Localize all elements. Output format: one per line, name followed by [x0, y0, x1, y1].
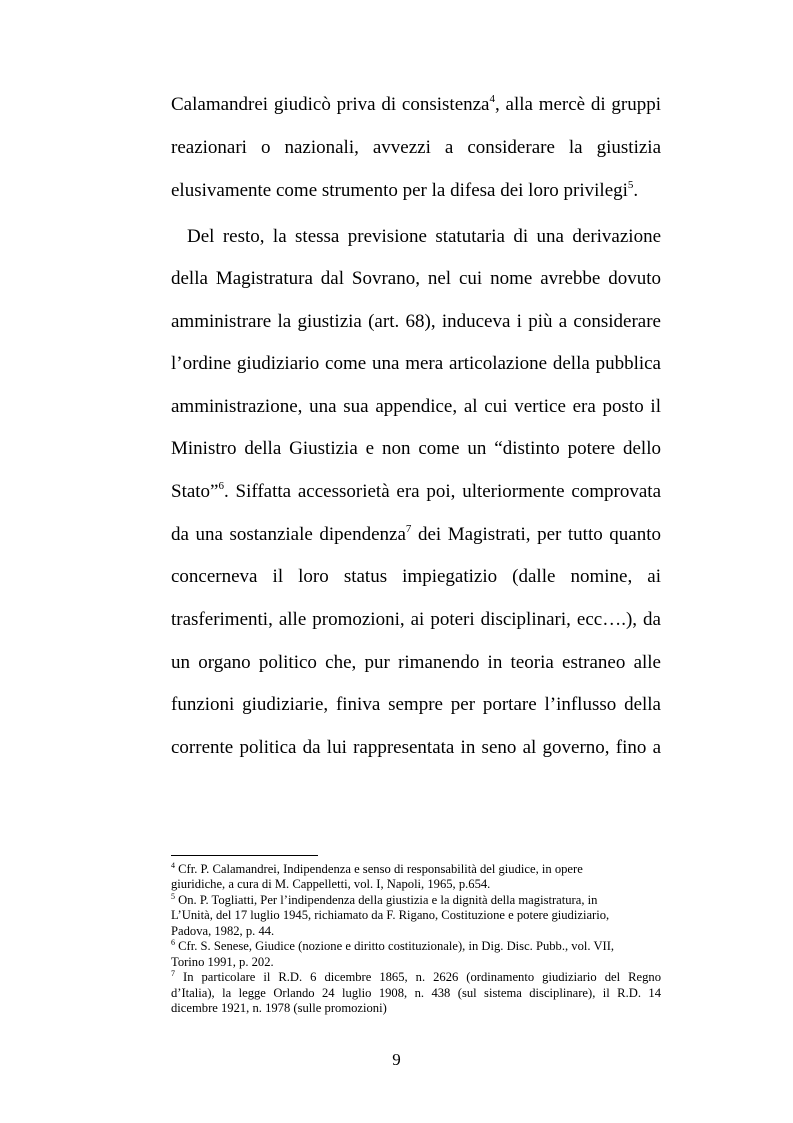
body-line: Del resto, la stessa previsione statutaria di una derivazione	[187, 226, 661, 247]
body-line: amministrazione, una sua appendice, al cui vertice era posto il	[171, 396, 661, 417]
body-line: concerneva il loro status impiegatizio (dalle nomine, ai	[171, 566, 661, 587]
footnote-line: $^4$ Cfr. P. Calamandrei, Indipendenza e senso di responsabilità del giudice, in opere	[171, 861, 583, 876]
footnote-line: Torino 1991, p. 202.	[171, 955, 274, 969]
footnote-line: L’Unità, del 17 luglio 1945, richiamato da F. Rigano, Costituzione e potere giudiziario,	[171, 908, 610, 922]
body-line: elusivamente come strumento per la difesa dei loro privilegi$^5$.	[171, 179, 639, 201]
footnote-line: Padova, 1982, p. 44.	[171, 924, 275, 938]
body-line: un organo politico che, pur rimanendo in teoria estraneo alle	[171, 652, 661, 673]
body-line: corrente politica da lui rappresentata in seno al governo, fino a	[171, 737, 661, 758]
page-number: 9	[392, 1050, 401, 1069]
footnote-line: $^6$ Cfr. S. Senese, Giudice (nozione e diritto costituzionale), in Dig. Disc. Pubb., vol. VII,	[171, 938, 615, 953]
body-line: della Magistratura dal Sovrano, nel cui nome avrebbe dovuto	[171, 268, 661, 289]
body-line: l’ordine giudiziario come una mera articolazione della pubblica	[171, 353, 661, 374]
footnote-line: $^7$ In particolare il R.D. 6 dicembre 1865, n. 2626 (ordinamento giudiziario del Regno	[171, 969, 661, 984]
body-line: Stato”$^6$. Siffatta accessorietà era poi, ulteriormente comprovata	[171, 480, 661, 502]
footnote-line: dicembre 1921, n. 1978 (sulle promozioni)	[171, 1001, 387, 1015]
footnote-line: $^5$ On. P. Togliatti, Per l’indipendenza della giustizia e la dignità della magistratura, in	[171, 892, 598, 907]
body-line: amministrare la giustizia (art. 68), induceva i più a considerare	[171, 311, 661, 332]
body-line: Calamandrei giudicò priva di consistenza$^4$, alla mercè di gruppi	[171, 93, 661, 115]
body-line: Ministro della Giustizia e non come un “distinto potere dello	[171, 438, 661, 459]
body-line: trasferimenti, alle promozioni, ai poteri disciplinari, ecc….), da	[171, 609, 661, 630]
body-line: funzioni giudiziarie, finiva sempre per portare l’influsso della	[171, 694, 661, 715]
body-line: reazionari o nazionali, avvezzi a considerare la giustizia	[171, 137, 661, 158]
body-line: da una sostanziale dipendenza$^7$ dei Magistrati, per tutto quanto	[171, 523, 662, 545]
footnote-line: giuridiche, a cura di M. Cappelletti, vol. I, Napoli, 1965, p.654.	[171, 877, 491, 891]
footnote-separator	[171, 855, 318, 856]
footnote-line: d’Italia), la legge Orlando 24 luglio 1908, n. 438 (sul sistema disciplinare), il R.D. 14	[171, 986, 661, 1000]
